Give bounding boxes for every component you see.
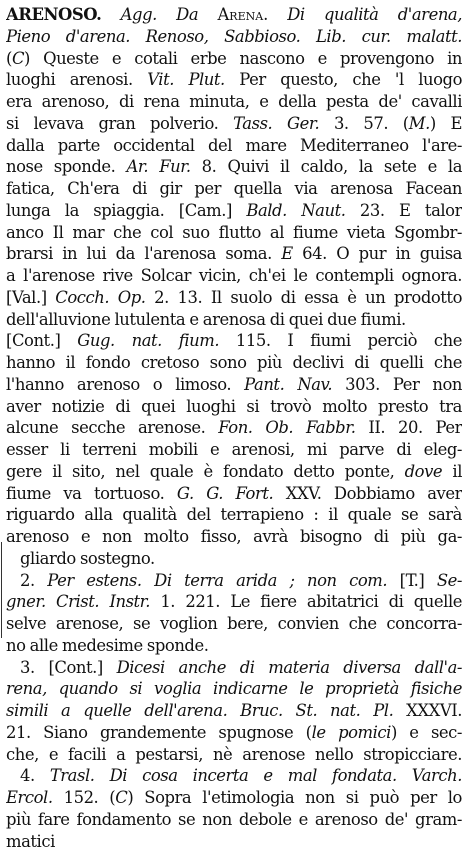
entry-text: Tass. Ger. xyxy=(233,113,320,133)
entry-text: arenoso e non molto fisso, avrà bisogno di più ga- xyxy=(6,527,462,546)
entry-text: M. xyxy=(408,113,430,133)
entry-text: Trasl. Di cosa incerta e mal fondata. Varch. xyxy=(49,766,462,786)
entry-line xyxy=(6,591,462,612)
entry-text: ) e sec- xyxy=(390,722,462,742)
entry-text: riguardo alla qualità del terrapieno : il quale se sarà xyxy=(6,505,462,525)
entry-text: alcune secche arenose. xyxy=(6,418,219,438)
entry-text: Pieno d'arena. Renoso, Sabbioso. Lib. cur. malatt. xyxy=(6,26,462,46)
entry-line xyxy=(6,48,462,69)
entry-text: ) E xyxy=(429,113,462,133)
entry-text: G. G. Fort. xyxy=(176,483,274,503)
entry-line xyxy=(6,635,462,656)
entry-text: gere il sito, nel quale è fondato detto ponte, xyxy=(6,461,405,481)
entry-text: ) Sopra l'etimologia non si può per lo xyxy=(127,788,462,807)
entry-line xyxy=(6,700,462,721)
entry-text: nose sponde. xyxy=(6,157,127,177)
entry-text xyxy=(101,5,120,24)
entry-text: Dicesi anche di materia diversa dall'a- xyxy=(116,657,462,677)
entry-text: 2. 13. Il suolo di essa è un prodotto xyxy=(145,287,462,307)
entry-line xyxy=(6,678,462,699)
entry-line xyxy=(6,69,462,90)
entry-text: matici xyxy=(6,831,55,851)
entry-text: Bald. Naut. xyxy=(246,200,346,220)
entry-text: XXXVI. xyxy=(393,701,462,720)
entry-text: Pant. Nav. xyxy=(244,374,333,394)
entry-text: 115. I fiumi perciò che xyxy=(219,331,462,351)
entry-line xyxy=(6,831,462,852)
entry-text: Ar. Fur. xyxy=(126,157,191,177)
entry-text: il xyxy=(442,461,462,481)
entry-line xyxy=(6,287,462,308)
entry-text: 4. xyxy=(20,766,50,786)
entry-text: gliardo sostegno. xyxy=(20,548,155,568)
entry-text: 152. ( xyxy=(52,788,116,807)
entry-text: 2. xyxy=(20,570,48,590)
entry-text: selve arenose, se voglion bere, convien che concorra- xyxy=(6,614,462,633)
entry-text: Gug. nat. fium. xyxy=(77,331,220,351)
entry-line xyxy=(6,396,462,417)
entry-line xyxy=(6,374,462,395)
margin-rule xyxy=(1,542,2,638)
entry-text: Fon. Ob. Fabbr. xyxy=(218,418,356,438)
entry-text: dalla parte occidental del mare Mediterraneo l'are- xyxy=(6,135,462,155)
entry-line xyxy=(6,156,462,177)
entry-text: Arena xyxy=(217,5,264,24)
entry-text: . xyxy=(263,5,288,24)
entry-text: si levava gran polverio. xyxy=(6,113,234,133)
entry-line xyxy=(6,330,462,351)
entry-text: no alle medesime sponde. xyxy=(6,635,209,655)
entry-text: Per estens. Di terra arida ; non com. xyxy=(47,570,388,590)
entry-line xyxy=(6,744,462,765)
entry-text: esser li terreni mobili e arenosi, mi parve di eleg- xyxy=(6,440,462,459)
entry-text: lunga la spiaggia. [Cam.] xyxy=(6,200,247,220)
entry-line xyxy=(6,439,462,460)
entry-line xyxy=(6,504,462,525)
entry-text: II. 20. Per xyxy=(355,418,462,438)
entry-text: hanno il fondo cretoso sono più declivi di quelli che xyxy=(6,353,462,372)
entry-line xyxy=(6,178,462,199)
dictionary-entry-arenoso xyxy=(0,4,468,851)
entry-text: Vit. Plut. xyxy=(147,70,225,90)
entry-text: l'hanno arenoso o limoso. xyxy=(6,374,245,394)
entry-text: Di qualità d'arena, xyxy=(287,5,462,24)
entry-text: luoghi arenosi. xyxy=(6,70,148,90)
entry-text: rena, quando si voglia indicarne le proprietà fisiche xyxy=(6,679,462,699)
entry-text: C xyxy=(11,48,25,68)
entry-text: [T.] xyxy=(387,570,437,590)
entry-text: più fare fondamento se non debole e arenoso de' gram- xyxy=(6,809,462,829)
entry-text: dove xyxy=(404,461,443,481)
entry-line xyxy=(6,461,462,482)
entry-text: Da xyxy=(176,5,199,24)
entry-text: simili a quelle dell'arena. Bruc. St. nat. Pl. xyxy=(6,701,394,720)
entry-line xyxy=(20,548,462,569)
entry-text: Ercol. xyxy=(6,788,53,807)
entry-line xyxy=(6,243,462,264)
entry-text: Agg. xyxy=(120,5,157,24)
entry-text: 23. E talor xyxy=(345,200,462,220)
entry-text: 21. Siano grandemente spugnose ( xyxy=(6,722,312,742)
entry-line xyxy=(6,265,462,286)
headword: ARENOSO. xyxy=(6,5,102,24)
entry-text: brarsi in lui da l'arenosa soma. xyxy=(6,244,282,264)
entry-line xyxy=(20,657,462,678)
entry-line xyxy=(6,135,462,156)
entry-line xyxy=(6,787,462,808)
entry-text: anco Il mar che col suo flutto al fiume vieta Sgombr- xyxy=(6,222,462,242)
entry-line xyxy=(20,570,462,591)
entry-line xyxy=(6,222,462,243)
entry-text: gner. Crist. Instr. xyxy=(6,592,151,612)
entry-text: le pomici xyxy=(311,722,391,742)
entry-line xyxy=(6,113,462,134)
entry-text: C xyxy=(115,788,128,807)
entry-line xyxy=(6,483,462,504)
entry-text: 1. 221. Le fiere abitatrici di quelle xyxy=(150,592,462,612)
entry-line xyxy=(6,26,462,47)
entry-text: XXV. Dobbiamo aver xyxy=(273,483,462,503)
entry-line xyxy=(6,722,462,743)
entry-text: a l'arenose rive Solcar vicin, ch'ei le contempli ognora. xyxy=(6,266,462,285)
entry-text: [Cont.] xyxy=(6,331,78,351)
entry-text: 3. [Cont.] xyxy=(20,657,117,677)
entry-line xyxy=(6,200,462,221)
entry-line xyxy=(6,4,462,25)
entry-text: Per questo, che 'l luogo xyxy=(224,70,462,90)
entry-text: [Val.] xyxy=(6,287,56,307)
entry-line xyxy=(6,526,462,547)
entry-text: E xyxy=(281,244,293,264)
entry-text: ( xyxy=(6,48,12,68)
entry-line xyxy=(6,309,462,330)
entry-text: 303. Per non xyxy=(332,374,462,394)
entry-text: dell'alluvione lutulenta e arenosa di quei due fiumi. xyxy=(6,309,406,329)
entry-text: 8. Quivi il caldo, la sete e la xyxy=(190,157,462,177)
entry-text: aver notizie di quei luoghi si trovò molto presto tra xyxy=(6,396,462,416)
entry-text: 64. O pur in guisa xyxy=(292,244,462,264)
entry-text: fatica, Ch'era di gir per quella via arenosa Facean xyxy=(6,179,462,198)
entry-text: Cocch. Op. xyxy=(55,287,146,307)
entry-line xyxy=(6,417,462,438)
entry-text: era arenoso, di rena minuta, e della pesta de' cavalli xyxy=(6,92,462,111)
entry-text: 3. 57. ( xyxy=(319,113,409,133)
entry-text: ) Queste e cotali erbe nascono e provengono in xyxy=(24,48,462,68)
entry-text: fiume va tortuoso. xyxy=(6,483,177,503)
entry-text: Se- xyxy=(436,570,462,590)
entry-line xyxy=(6,352,462,373)
entry-text xyxy=(157,5,176,24)
entry-line xyxy=(20,765,462,786)
entry-text: che, e facili a pestarsi, nè arenose nello stropicciare. xyxy=(6,744,462,764)
entry-line xyxy=(6,91,462,112)
entry-line xyxy=(6,809,462,830)
entry-line xyxy=(6,613,462,634)
entry-text xyxy=(198,5,217,24)
